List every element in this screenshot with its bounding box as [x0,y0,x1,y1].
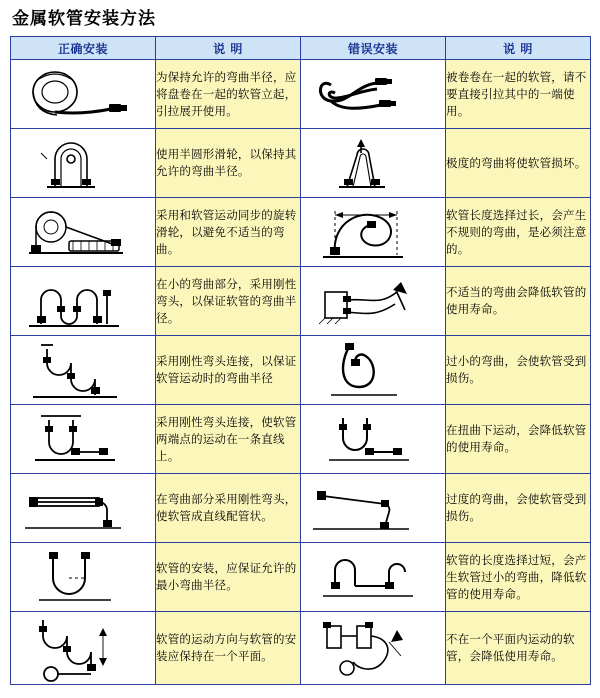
note-wrong: 过度的弯曲，会使软管受到损伤。 [446,474,591,543]
table-row [11,543,591,612]
header-wrong-install: 错误安装 [301,37,446,60]
page-title: 金属软管安装方法 [12,9,156,29]
rotating-sheave-chain-icon [11,201,155,263]
note-wrong: 不在一个平面内运动的软管，会降低使用寿命。 [446,612,591,685]
coiled-hose-roll-icon [11,65,155,123]
figure-too-long-small-bend [301,543,446,612]
table-row [11,474,591,543]
note-wrong: 软管长度选择过长，会产生不规则的弯曲，是必须注意的。 [446,198,591,267]
header-correct-note: 说 明 [156,37,301,60]
sharp-bend-sheave-icon [301,133,445,193]
table-row [11,60,591,129]
semicircular-sheave-icon [11,133,155,193]
min-bend-radius-loop-icon [11,546,155,608]
out-of-plane-movement-icon [301,612,445,684]
figure-loose-long-hose [301,198,446,267]
note-correct: 采用和软管运动同步的旋转滑轮，以避免不适当的弯曲。 [156,198,301,267]
figure-sharp-bend-sheave [301,129,446,198]
rigid-elbow-straight-line-icon [11,408,155,470]
note-correct: 软管的安装，应保证允许的最小弯曲半径。 [156,543,301,612]
figure-same-plane-movement [11,612,156,685]
figure-tight-s-bend [301,336,446,405]
table-row [11,267,591,336]
note-wrong: 极度的弯曲将使软管损坏。 [446,129,591,198]
note-wrong: 在扭曲下运动，会降低软管的使用寿命。 [446,405,591,474]
figure-out-of-plane-movement [301,612,446,685]
table-row [11,336,591,405]
note-correct: 在小的弯曲部分，采用刚性弯头，以保证软管的弯曲半径。 [156,267,301,336]
tight-s-bend-icon [301,337,445,403]
figure-rigid-elbow-small-bend [11,267,156,336]
note-correct: 使用半圆形滑轮，以保持其允许的弯曲半径。 [156,129,301,198]
figure-rotating-sheave-chain [11,198,156,267]
figure-coiled-hose-pulled [301,60,446,129]
table-row [11,405,591,474]
same-plane-movement-icon [11,612,155,684]
figure-semicircular-sheave [11,129,156,198]
note-wrong: 被卷卷在一起的软管，请不要直接引拉其中的一端使用。 [446,60,591,129]
note-wrong: 不适当的弯曲会降低软管的使用寿命。 [446,267,591,336]
note-correct: 采用刚性弯头连接，以保证软管运动时的弯曲半径 [156,336,301,405]
installation-methods-table [10,36,591,685]
table-row [11,198,591,267]
table-row [11,129,591,198]
note-correct: 在弯曲部分采用刚性弯头，使软管成直线配管状。 [156,474,301,543]
twisted-u-bend-icon [301,408,445,470]
note-correct: 为保持允许的弯曲半径，应将盘卷在一起的软管立起，引拉展开使用。 [156,60,301,129]
note-correct: 采用刚性弯头连接，使软管两端点的运动在一条直线上。 [156,405,301,474]
figure-rigid-elbow-u-loop [11,336,156,405]
note-wrong: 软管的长度选择过短，会产生软管过小的弯曲，降低软管的使用寿命。 [446,543,591,612]
figure-min-bend-radius-loop [11,543,156,612]
figure-straight-pipe-elbow [11,474,156,543]
table-row [11,612,591,685]
coiled-hose-pulled-icon [301,65,445,123]
too-long-small-bend-icon [301,546,445,608]
loose-long-hose-icon [301,201,445,263]
figure-rigid-elbow-straight-line [11,405,156,474]
header-wrong-note: 说 明 [446,37,591,60]
figure-twisted-u-bend [301,405,446,474]
rigid-elbow-small-bend-icon [11,270,155,332]
note-wrong: 过小的弯曲，会使软管受到损伤。 [446,336,591,405]
note-correct: 软管的运动方向与软管的安装应保持在一个平面。 [156,612,301,685]
figure-improper-bend-block [301,267,446,336]
figure-coiled-hose-roll [11,60,156,129]
rigid-elbow-u-loop-icon [11,337,155,403]
header-correct-install: 正确安装 [11,37,156,60]
improper-bend-block-icon [301,270,445,332]
table-header-row [11,37,591,60]
over-bent-elbow-icon [301,482,445,534]
straight-pipe-elbow-icon [11,482,155,534]
figure-over-bent-elbow [301,474,446,543]
